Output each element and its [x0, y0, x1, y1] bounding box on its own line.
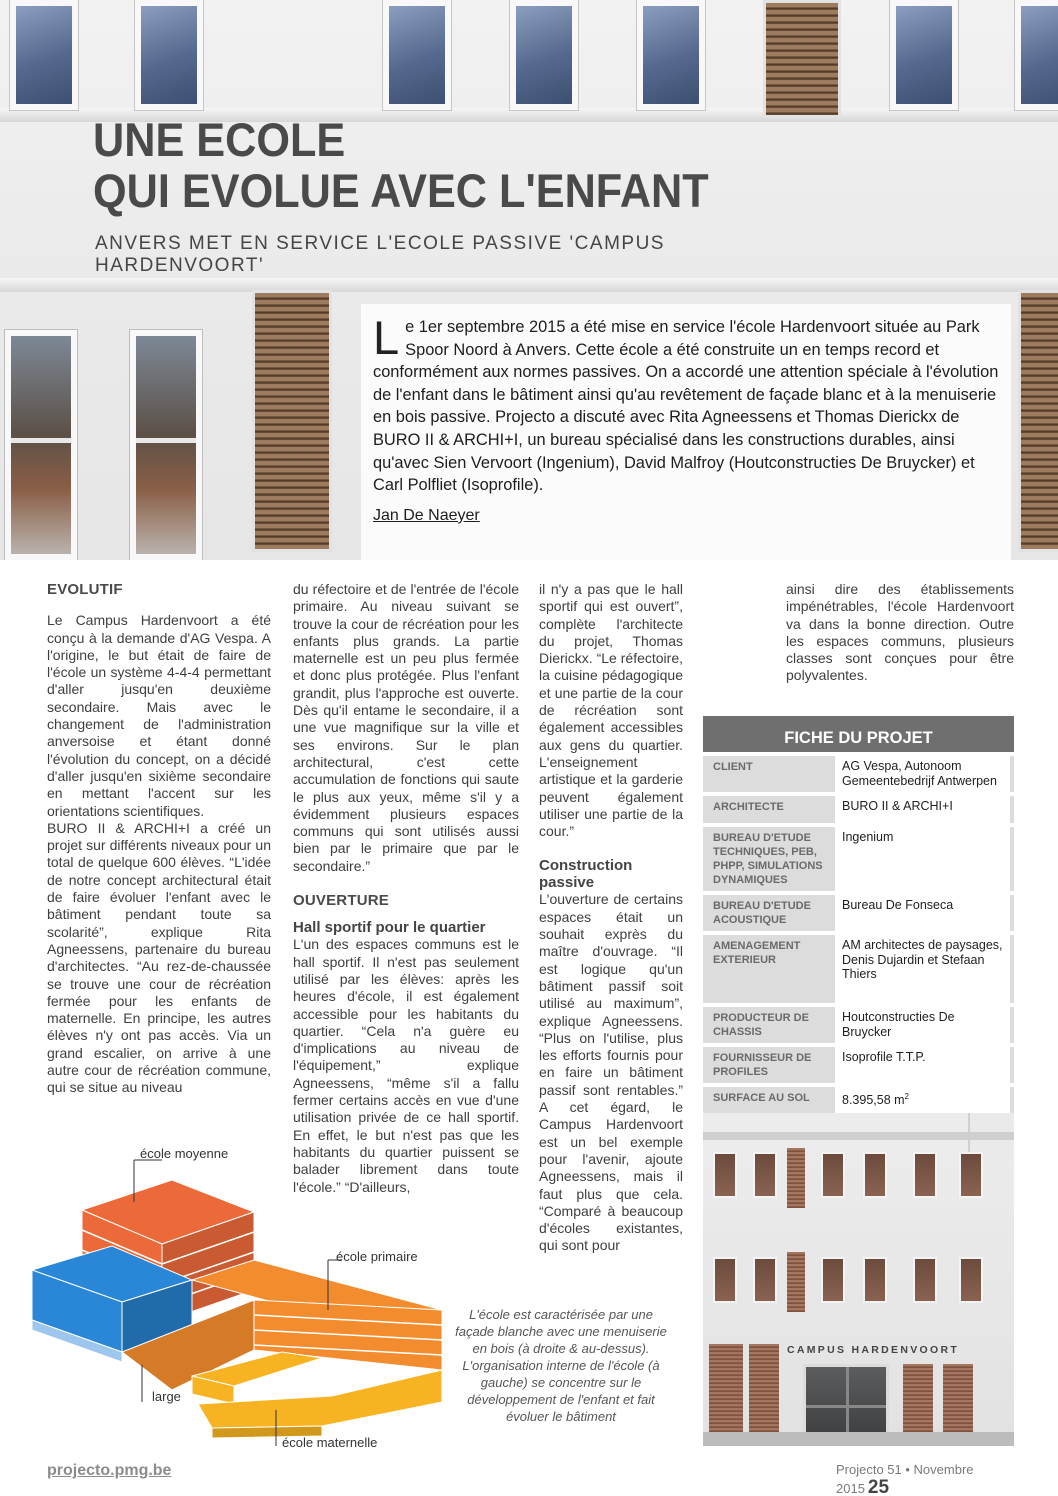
project-sheet-value: Ingenium	[835, 827, 1010, 891]
window	[135, 0, 203, 110]
window	[713, 1257, 737, 1303]
project-sheet-value: Bureau De Fonseca	[835, 895, 1010, 931]
project-sheet-label: FOURNISSEUR DE PROFILES	[713, 1052, 812, 1078]
article-column-3	[539, 581, 683, 1255]
project-sheet-value: Isoprofile T.T.P.	[835, 1047, 1010, 1083]
window	[863, 1257, 887, 1303]
window	[383, 0, 451, 110]
section-heading: OUVERTURE	[293, 892, 389, 910]
sub-heading: Hall sportif pour le quartier	[293, 919, 486, 937]
project-sheet-rows	[703, 752, 1014, 1113]
project-sheet-label: PRODUCTEUR DE CHASSIS	[713, 1012, 809, 1038]
label-large: large	[152, 1389, 181, 1404]
project-sheet-value: 8.395,58 $m^2$	[835, 1087, 1010, 1113]
project-sheet-row	[703, 931, 1014, 1003]
window	[5, 330, 77, 560]
paragraph: Le Campus Hardenvoort a été conçu à la demande d'AG Vespa. A l'origine, le but était de faire de l'école un système 4-4-4 permettant d'aller jusqu'en deuxième secondaire. Mais avec le changement de l'administration anversoise et étant donné l'évolution du concept, on a décidé d'aller jusqu'en sixième secondaire en mettant l'accent sur les orientations scientifiques.	[47, 612, 271, 819]
project-sheet-label: SURFACE AU SOL	[713, 1092, 810, 1104]
window	[130, 330, 202, 560]
section-heading: EVOLUTIF	[47, 581, 123, 598]
paragraph: il n'y a pas que le hall sportif qui est ouvert”, complète l'architecte du projet, Thomas Dierickx. “Le réfectoire, la cuisine pédagogique et une partie de la cour de récréation sont également accessibles aux gens du quartier. L'enseignement artistique et la garderie peuvent également utiliser une partie de la cour.”	[539, 581, 683, 840]
window	[821, 1152, 845, 1198]
project-sheet-title: FICHE DU PROJET	[703, 716, 1014, 752]
project-sheet-row	[703, 1003, 1014, 1043]
project-sheet-value: Houtconstructies De Bruycker	[835, 1007, 1010, 1043]
sub-heading: Construction passive	[539, 857, 633, 892]
diagram-svg	[22, 1140, 482, 1460]
wooden-shutter	[787, 1252, 805, 1312]
project-sheet-row	[703, 1043, 1014, 1083]
title-line-2: QUI EVOLUE AVEC L'ENFANT	[93, 164, 709, 217]
paragraph: ainsi dire des établissements impénétrables, l'école Hardenvoort va dans la bonne direction. Outre les espaces communs, plusieurs classes sont conçues pour être polyvalentes.	[786, 581, 1014, 684]
intro-text: e 1er septembre 2015 a été mise en service l'école Hardenvoort située au Park Spoor Noord à Anvers. Cette école a été construite un en temps record et conformément aux normes passives. On a accordé une attention spéciale à l'évolution de l'enfant dans le bâtiment ainsi qu'au revêtement de façade blanc et à la menuiserie en bois passive. Projecto a discuté avec Rita Agneessens et Thomas Dierickx de BURO II & ARCHI+I, un bureau spécialisé dans les constructions durables, ainsi qu'avec Sien Vervoort (Ingenium), David Malfroy (Houtconstructies De Bruycker) et Carl Polfliet (Isoprofile).	[373, 318, 999, 495]
project-sheet	[703, 716, 1014, 1110]
window	[959, 1257, 983, 1303]
unit-superscript: 2	[904, 1092, 909, 1101]
intro-box	[361, 304, 1011, 560]
building-ledge	[703, 1132, 1014, 1140]
project-sheet-row	[703, 792, 1014, 823]
label-ecole-primaire: école primaire	[336, 1249, 418, 1264]
window	[713, 1152, 737, 1198]
wooden-shutter	[709, 1344, 743, 1436]
article-column-4	[786, 581, 1014, 685]
window	[753, 1152, 777, 1198]
project-sheet-label: BUREAU D'ETUDE TECHNIQUES, PEB, PHPP, SIMULATIONS DYNAMIQUES	[713, 832, 823, 886]
project-sheet-row	[703, 891, 1014, 931]
project-sheet-row	[703, 752, 1014, 792]
wooden-shutter	[763, 0, 841, 118]
window	[753, 1257, 777, 1303]
building-sign: CAMPUS HARDENVOORT	[787, 1344, 960, 1356]
window	[10, 0, 78, 110]
project-sheet-row	[703, 823, 1014, 891]
window	[637, 0, 705, 110]
label-ecole-maternelle: école maternelle	[282, 1435, 378, 1450]
article-column-2	[293, 581, 519, 1196]
window	[913, 1257, 937, 1303]
page-title	[93, 114, 737, 216]
project-sheet-label: ARCHITECTE	[713, 801, 784, 813]
paragraph: BURO II & ARCHI+I a créé un projet sur différents niveaux pour un total de quelque 600 élèves. “L'idée de notre concept architectural était de faire évoluer l'enfant avec le bâtiment pendant toute sa scolarité”, explique Rita Agneessens, partenaire du bureau d'architectes. “Au rez-de-chaussée se trouve une cour de récréation fermée pour les enfants de maternelle. En principe, les autres élèves n'y ont pas accès. Via un grand escalier, on arrive à une autre cour de récréation commune, qui se situe au niveau	[47, 819, 271, 1096]
author-link[interactable]: Jan De Naeyer	[373, 506, 480, 524]
wooden-shutter	[1018, 290, 1058, 552]
window	[863, 1152, 887, 1198]
website-link[interactable]: projecto.pmg.be	[47, 1462, 172, 1479]
window	[959, 1152, 983, 1198]
paragraph: du réfectoire et de l'entrée de l'école primaire. Au niveau suivant se trouve la cour de récréation pour les enfants plus grands. La partie maternelle est un peu plus fermée et donc plus protégée. Plus l'enfant grandit, plus l'approche est ouverte. Dès qu'il entame le secondaire, il a une vue magnifique sur la ville et ses environs. Sur le plan architectural, c'est cette accumulation de fonctions qui saute le plus aux yeux, même s'il y a évidemment plusieurs espaces communs qui sont utilisés aussi bien par le primaire que par le secondaire.”	[293, 581, 519, 874]
issue-label: Projecto 51 • Novembre 2015	[836, 1462, 974, 1496]
project-sheet-value: AG Vespa, Autonoom Gemeentebedrijf Antwerpen	[835, 756, 1010, 792]
project-sheet-label: CLIENT	[713, 761, 753, 773]
window	[510, 0, 578, 110]
intro-paragraph	[373, 311, 1001, 497]
window	[913, 1152, 937, 1198]
project-sheet-value: BURO II & ARCHI+I	[835, 796, 1010, 823]
title-line-1: UNE ECOLE	[93, 113, 346, 166]
window	[890, 0, 958, 110]
project-sheet-label: AMENAGEMENT EXTERIEUR	[713, 940, 801, 966]
project-sheet-row	[703, 1083, 1014, 1113]
paragraph: L'ouverture de certains espaces était un souhait exprès du maître d'ouvrage. “Il est logique qu'un bâtiment passif soit utilisé au maximum”, explique Agneessens. “Plus on l'utilise, plus les efforts fournis pour en faire un bâtiment passif sont rentables.” A cet égard, le Campus Hardenvoort est un bel exemple pour l'avenir, ajoute Agneessens, mais il faut plus que cela. “Comparé à beaucoup d'écoles existantes, qui sont pour	[539, 891, 683, 1254]
wooden-shutter	[943, 1364, 973, 1436]
page-subtitle: ANVERS MET EN SERVICE L'ECOLE PASSIVE 'CAMPUS HARDENVOORT'	[95, 233, 665, 276]
wooden-shutter	[749, 1344, 779, 1436]
wooden-shutter	[252, 290, 332, 552]
paragraph: L'un des espaces communs est le hall sportif. Il n'est pas seulement utilisé par les élèves: après les heures d'école, il est également accessible pour les habitants du quartier. “Cela n'a guère eu d'implications au niveau de l'équipement,” explique Agneessens, “même s'il a fallu fermer certains accès en vue d'une utilisation privée de ce hall sportif. En effet, le but n'est pas que les habitants du quartier puissent se balader librement dans toute l'école.” “D'ailleurs,	[293, 936, 519, 1195]
ground	[703, 1432, 1014, 1446]
wooden-shutter	[903, 1364, 933, 1436]
label-ecole-moyenne: école moyenne	[140, 1146, 229, 1161]
project-sheet-value: AM architectes de paysages, Denis Dujardin et Stefaan Thiers	[835, 935, 1010, 1003]
window	[1015, 0, 1058, 110]
photo-caption: L'école est caractérisée par une façade blanche avec une menuiserie en bois (à droite & au-dessus). L'organisation interne de l'école (à gauche) se concentre sur le développement de l'enfant et fait évoluer le bâtiment	[455, 1307, 667, 1424]
school-levels-diagram	[22, 1140, 482, 1460]
article-column-1	[47, 581, 271, 1097]
window	[821, 1257, 845, 1303]
drop-cap: L	[373, 311, 400, 364]
project-sheet-label: BUREAU D'ETUDE ACOUSTIQUE	[713, 900, 811, 926]
page-number: 25	[867, 1477, 890, 1496]
facade-ledge	[0, 278, 1058, 292]
wooden-shutter	[787, 1148, 805, 1208]
footer-issue	[836, 1462, 1016, 1496]
